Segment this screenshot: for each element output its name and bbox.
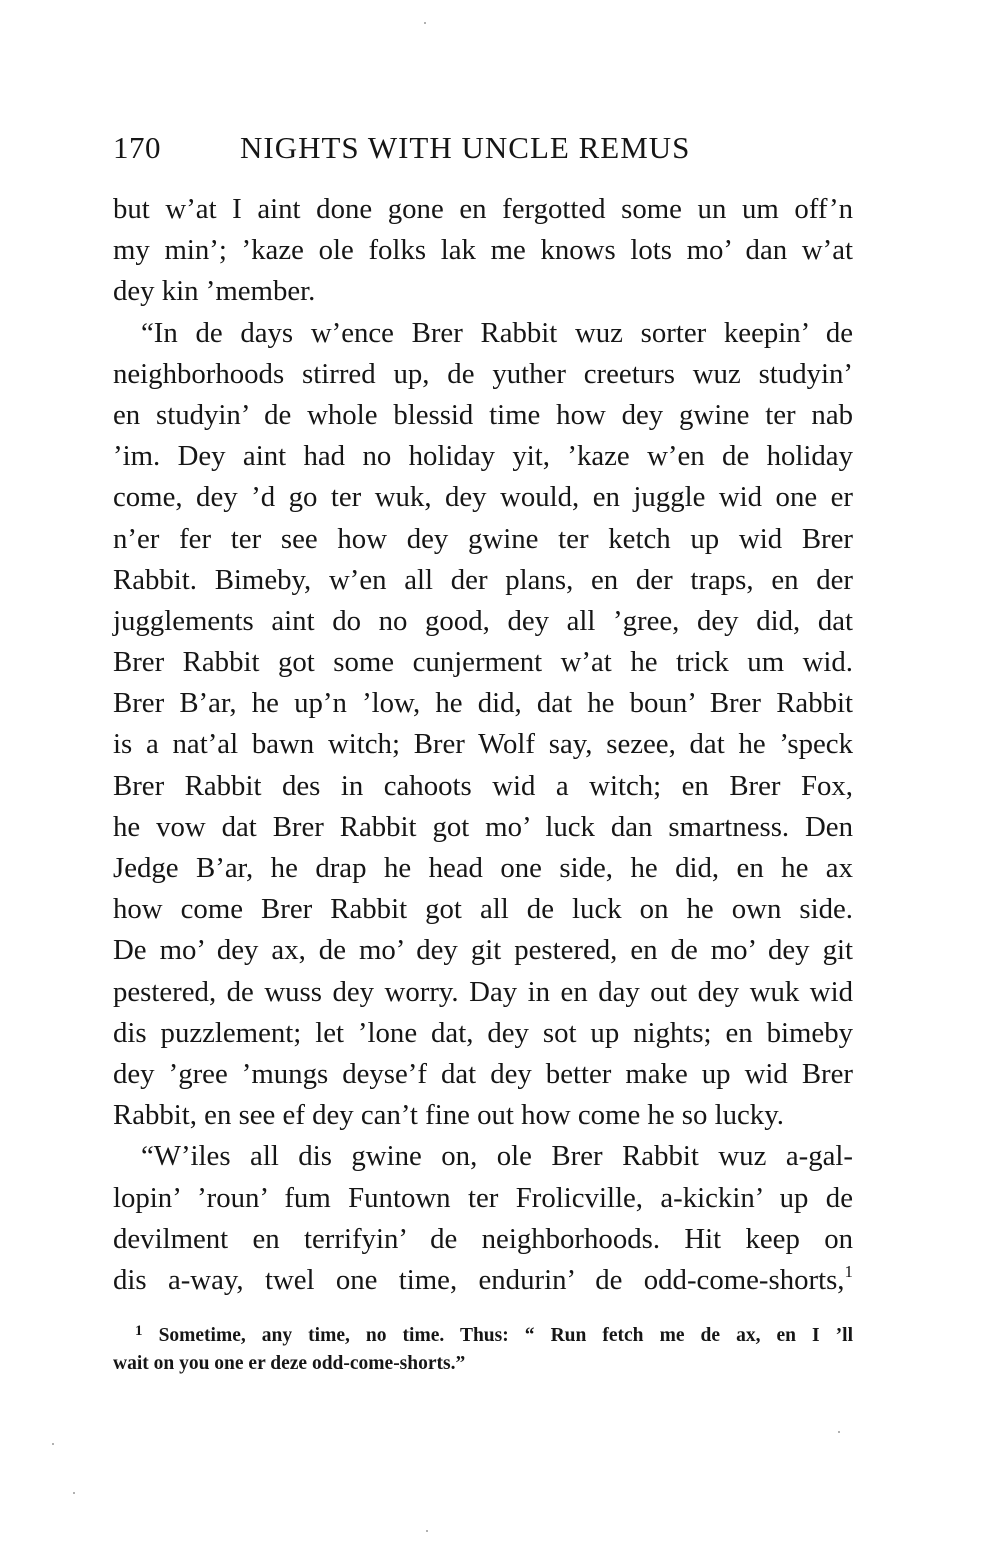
text-line: en studyin’ de whole blessid time how dey gwine ter nab: [113, 398, 853, 431]
text-line: dey ’gree ’mungs deyse’f dat dey better make up wid Brer: [113, 1057, 853, 1090]
text-line: Rabbit, en see ef dey can’t fine out how come he so lucky.: [113, 1099, 784, 1132]
footnote-reference: 1: [844, 1261, 853, 1281]
text-line: he vow dat Brer Rabbit got mo’ luck dan smartness. Den: [113, 810, 853, 843]
text-line: is a nat’al bawn witch; Brer Wolf say, sezee, dat he ’speck: [113, 728, 853, 761]
paper-speck: [838, 1431, 840, 1433]
text-line: pestered, de wuss dey worry. Day in en day out dey wuk wid: [113, 975, 853, 1008]
footnote-line: wait on you one er deze odd-come-shorts.”: [113, 1353, 466, 1374]
text-line: “W’iles all dis gwine on, ole Brer Rabbit wuz a-gal-: [141, 1140, 853, 1173]
footnote-text: Sometime, any time, no time. Thus: “ Run fetch me de ax, en I ’ll: [158, 1325, 854, 1346]
paper-speck: [426, 1530, 428, 1532]
paper-speck: [52, 1443, 54, 1445]
running-head: [113, 128, 853, 168]
text-line: come, dey ’d go ter wuk, dey would, en juggle wid one er: [113, 481, 853, 514]
text-line: dis puzzlement; let ’lone dat, dey sot up nights; en bimeby: [113, 1016, 853, 1049]
text-line: n’er fer ter see how dey gwine ter ketch up wid Brer: [113, 522, 853, 555]
page-number: 170: [113, 130, 161, 165]
text-line: my min’; ’kaze ole folks lak me knows lots mo’ dan w’at: [113, 234, 853, 267]
text-line: but w’at I aint done gone en fergotted some un um off’n: [113, 193, 853, 225]
text-line: Rabbit. Bimeby, w’en all der plans, en der traps, en der: [113, 563, 853, 596]
paper-speck: [73, 1492, 75, 1494]
text-line: De mo’ dey ax, de mo’ dey git pestered, en de mo’ dey git: [113, 934, 853, 967]
text-line: dey kin ’member.: [113, 275, 316, 308]
text-line-with-footnote: [113, 1260, 853, 1301]
text-line: lopin’ ’roun’ fum Funtown ter Frolicville, a-kickin’ up de: [113, 1181, 853, 1214]
text-line: Brer Rabbit des in cahoots wid a witch; en Brer Fox,: [113, 769, 853, 802]
text-line: ’im. Dey aint had no holiday yit, ’kaze w’en de holiday: [113, 440, 853, 473]
footnote-marker: 1: [135, 1323, 143, 1339]
book-title: NIGHTS WITH UNCLE REMUS: [240, 130, 691, 165]
text-line: neighborhoods stirred up, de yuther creeturs wuz studyin’: [113, 357, 853, 390]
text-line: “In de days w’ence Brer Rabbit wuz sorter keepin’ de: [141, 316, 853, 349]
text-line-content: dis a-way, twel one time, endurin’ de odd-come-shorts,: [113, 1263, 845, 1296]
footnote-line: [113, 1322, 853, 1350]
text-line: jugglements aint do no good, dey all ’gree, dey did, dat: [113, 604, 853, 637]
text-line: Jedge B’ar, he drap he head one side, he did, en he ax: [113, 852, 853, 884]
body-text: [113, 189, 853, 1301]
text-line: how come Brer Rabbit got all de luck on he own side.: [113, 893, 853, 926]
footnote: [113, 1322, 853, 1378]
text-line: Brer Rabbit got some cunjerment w’at he trick um wid.: [113, 646, 853, 679]
text-line: devilment en terrifyin’ de neighborhoods. Hit keep on: [113, 1222, 853, 1255]
paper-speck: [424, 22, 426, 24]
text-line: Brer B’ar, he up’n ’low, he did, dat he boun’ Brer Rabbit: [113, 687, 853, 720]
